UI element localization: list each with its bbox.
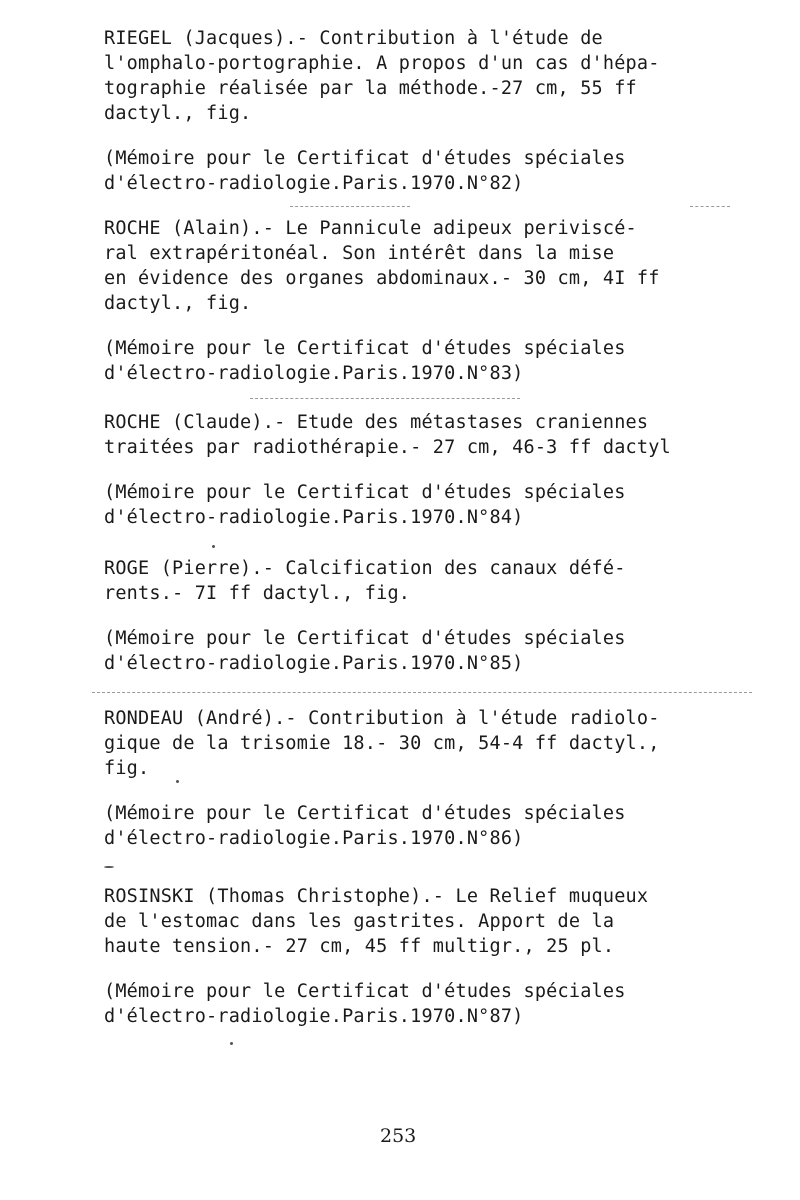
memoire-note [104, 626, 744, 676]
entry-text-line: ROGE (Pierre).- Calcification des canaux défé- [104, 558, 626, 579]
note-text-line: (Mémoire pour le Certificat d'études spéciales [104, 338, 626, 359]
entry-text-line: de l'estomac dans les gastrites. Apport de la [104, 911, 615, 932]
scan-speck [212, 545, 215, 548]
page-number: 253 [380, 1125, 417, 1147]
entry-text-line: tographie réalisée par la méthode.-27 cm, 55 ff [104, 78, 637, 99]
note-text-line: (Mémoire pour le Certificat d'études spéciales [104, 628, 626, 649]
entry-text-line: traitées par radiothérapie.- 27 cm, 46-3 ff dactyl [104, 437, 671, 458]
memoire-note [104, 146, 744, 196]
entry-text-line: dactyl., fig. [104, 293, 252, 314]
bibliography-entry-rosinski [104, 884, 744, 1029]
entry-text-line: RIEGEL (Jacques).- Contribution à l'étude de [104, 28, 603, 49]
memoire-note [104, 480, 744, 530]
note-text-line: (Mémoire pour le Certificat d'études spéciales [104, 482, 626, 503]
entry-text-line: ROCHE (Claude).- Etude des métastases craniennes [104, 412, 649, 433]
entry-text-line: RONDEAU (André).- Contribution à l'étude radiolo- [104, 708, 660, 729]
entry-text-line: dactyl., fig. [104, 103, 252, 124]
note-text-line: d'électro-radiologie.Paris.1970.N°82) [104, 173, 524, 194]
note-text-line: (Mémoire pour le Certificat d'études spéciales [104, 981, 626, 1002]
memoire-note [104, 336, 744, 386]
scan-speck [230, 1042, 233, 1045]
note-text-line: (Mémoire pour le Certificat d'études spéciales [104, 803, 626, 824]
entry-text-line: haute tension.- 27 cm, 45 ff multigr., 25 pl. [104, 936, 615, 957]
entry-text-line: l'omphalo-portographie. A propos d'un cas d'hépa- [104, 53, 660, 74]
note-text-line: d'électro-radiologie.Paris.1970.N°84) [104, 507, 524, 528]
entry-text-line: gique de la trisomie 18.- 30 cm, 54-4 ff dactyl., [104, 733, 660, 754]
note-text-line: d'électro-radiologie.Paris.1970.N°87) [104, 1006, 524, 1027]
memoire-note [104, 979, 744, 1029]
entry-text-line: rents.- 7I ff dactyl., fig. [104, 583, 411, 604]
note-text-line: d'électro-radiologie.Paris.1970.N°86) [104, 828, 524, 849]
entry-text-line: ROSINSKI (Thomas Christophe).- Le Relief muqueux [104, 886, 649, 907]
scan-speck [176, 780, 179, 783]
scan-artifact-line [250, 398, 520, 399]
note-text-line: (Mémoire pour le Certificat d'études spéciales [104, 148, 626, 169]
note-text-line: d'électro-radiologie.Paris.1970.N°85) [104, 653, 524, 674]
entry-text-line: en évidence des organes abdominaux.- 30 cm, 4I ff [104, 268, 660, 289]
bibliography-entry-roche-alain [104, 216, 744, 386]
note-text-line: d'électro-radiologie.Paris.1970.N°83) [104, 363, 524, 384]
bibliography-entry-roche-claude [104, 410, 744, 530]
entry-text-line: ral extrapéritonéal. Son intérêt dans la mise [104, 243, 615, 264]
scan-artifact-line [290, 206, 410, 207]
entry-text-line: ROCHE (Alain).- Le Pannicule adipeux periviscé- [104, 218, 637, 239]
scan-speck [104, 866, 114, 868]
memoire-note [104, 801, 744, 851]
bibliography-entry-rondeau [104, 706, 744, 851]
entry-text-line: fig. [104, 758, 150, 779]
scan-artifact-line [92, 692, 752, 693]
scan-artifact-line [690, 206, 730, 207]
bibliography-entry-roge [104, 556, 744, 676]
bibliography-entry-riegel [104, 26, 744, 196]
